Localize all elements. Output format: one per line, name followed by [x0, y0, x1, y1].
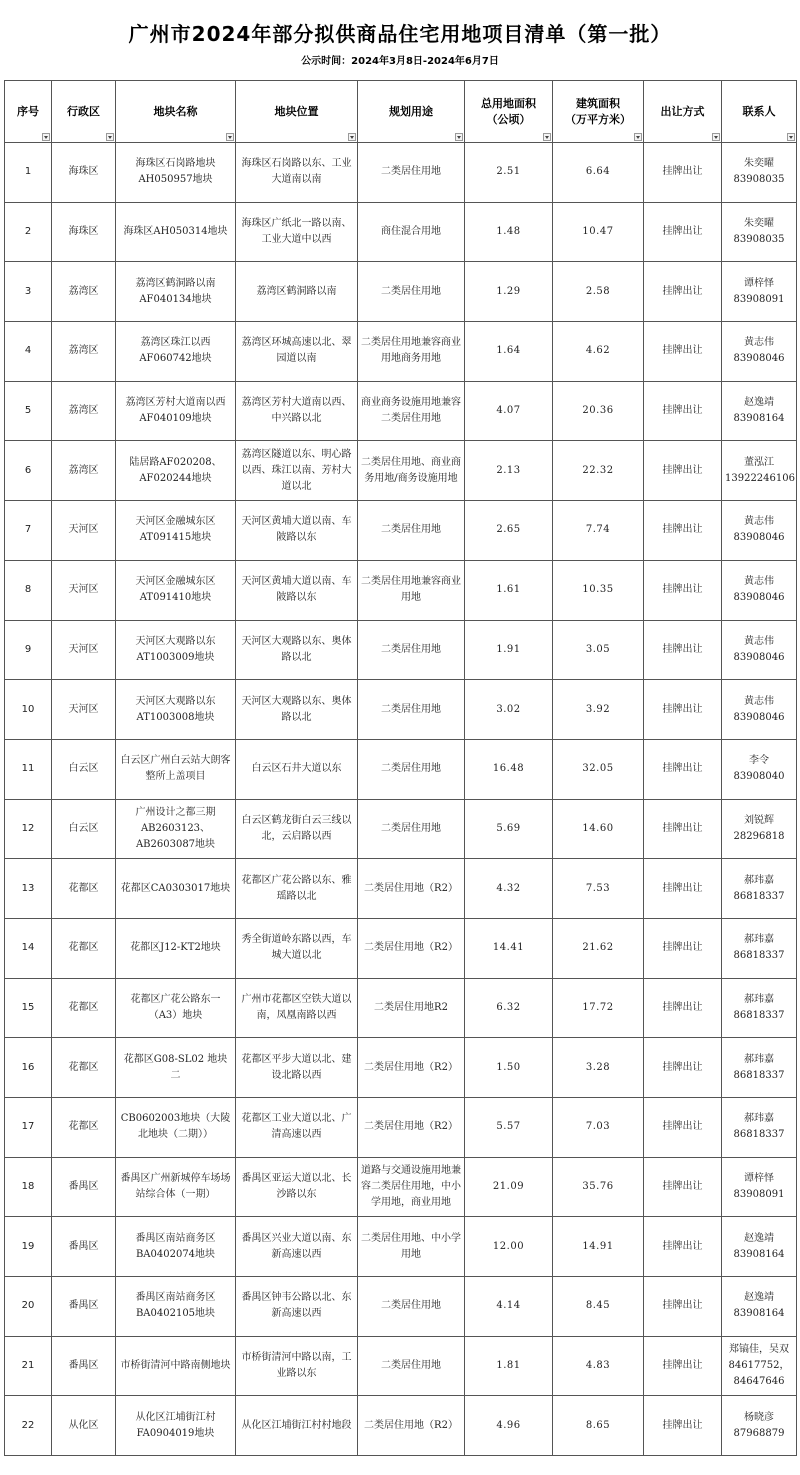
contact-name: 刘锐辉 [744, 814, 774, 826]
planned-use-cell: 二类居住用地 [358, 680, 465, 740]
row-no: 10 [5, 680, 52, 740]
contact-cell [722, 1098, 797, 1158]
district-cell: 白云区 [52, 799, 116, 859]
page-title: 广州市2024年部分拟供商品住宅用地项目清单（第一批） [128, 22, 672, 46]
table-row [5, 560, 797, 620]
total-land-area-cell: 1.91 [465, 620, 553, 680]
district-cell: 花都区 [52, 918, 116, 978]
contact-phone: 83908040 [733, 771, 785, 783]
floor-area-cell: 10.47 [553, 202, 644, 262]
table-row [5, 501, 797, 561]
district-cell: 花都区 [52, 978, 116, 1038]
plot-location-cell: 花都区平步大道以北、建设北路以西 [236, 1038, 358, 1098]
district-cell: 天河区 [52, 560, 116, 620]
planned-use-cell: 二类居住用地 [358, 501, 465, 561]
floor-area-cell: 4.83 [553, 1336, 644, 1396]
header-plot-name: 地块名称 [116, 81, 236, 143]
plot-name-cell: 天河区大观路以东AT1003009地块 [116, 620, 236, 680]
filter-dropdown-icon[interactable] [787, 133, 795, 141]
total-land-area-cell: 16.48 [465, 739, 553, 799]
row-no: 16 [5, 1038, 52, 1098]
contact-cell [722, 501, 797, 561]
total-land-area-cell: 4.96 [465, 1396, 553, 1456]
plot-location-cell: 白云区鹤龙街白云三线以北，云启路以西 [236, 799, 358, 859]
floor-area-cell: 32.05 [553, 739, 644, 799]
total-land-area-cell: 5.69 [465, 799, 553, 859]
planned-use-cell: 二类居住用地 [358, 799, 465, 859]
publicity-period: 公示时间：2024年3月8日-2024年6月7日 [301, 56, 499, 67]
plot-location-cell: 广州市花都区空铁大道以南，凤凰南路以西 [236, 978, 358, 1038]
row-no: 3 [5, 262, 52, 322]
row-no: 19 [5, 1217, 52, 1277]
table-row [5, 441, 797, 501]
contact-cell [722, 918, 797, 978]
district-cell: 番禺区 [52, 1157, 116, 1217]
floor-area-cell: 3.28 [553, 1038, 644, 1098]
contact-name: 赵逸靖 [744, 397, 774, 409]
total-land-area-cell: 2.65 [465, 501, 553, 561]
contact-phone: 84617752，84647646 [728, 1360, 790, 1388]
floor-area-cell: 2.58 [553, 262, 644, 322]
contact-cell [722, 262, 797, 322]
transfer-method-cell: 挂牌出让 [644, 1038, 722, 1098]
district-cell: 荔湾区 [52, 322, 116, 382]
district-cell: 荔湾区 [52, 262, 116, 322]
plot-name-cell: 白云区广州白云站大朗客整所上盖项目 [116, 739, 236, 799]
contact-cell [722, 978, 797, 1038]
filter-dropdown-icon[interactable] [348, 133, 356, 141]
table-row [5, 1038, 797, 1098]
plot-location-cell: 天河区黄埔大道以南、车陂路以东 [236, 501, 358, 561]
plot-name-cell: 荔湾区芳村大道南以西AF040109地块 [116, 381, 236, 441]
total-land-area-cell: 1.48 [465, 202, 553, 262]
filter-dropdown-icon[interactable] [712, 133, 720, 141]
contact-cell [722, 620, 797, 680]
contact-name: 郝玮嘉 [744, 934, 774, 946]
row-no: 7 [5, 501, 52, 561]
planned-use-cell: 二类居住用地 [358, 739, 465, 799]
row-no: 6 [5, 441, 52, 501]
contact-name: 董泓江 [744, 456, 774, 468]
district-cell: 荔湾区 [52, 441, 116, 501]
contact-cell [722, 202, 797, 262]
row-no: 17 [5, 1098, 52, 1158]
row-no: 20 [5, 1277, 52, 1337]
contact-phone: 86818337 [733, 890, 785, 902]
total-land-area-cell: 5.57 [465, 1098, 553, 1158]
plot-name-cell: 花都区G08-SL02 地块二 [116, 1038, 236, 1098]
plot-name-cell: 海珠区石岗路地块AH050957地块 [116, 143, 236, 203]
floor-area-cell: 4.62 [553, 322, 644, 382]
transfer-method-cell: 挂牌出让 [644, 1098, 722, 1158]
district-cell: 番禺区 [52, 1277, 116, 1337]
plot-name-cell: 市桥街清河中路南侧地块 [116, 1336, 236, 1396]
planned-use-cell: 二类居住用地（R2） [358, 859, 465, 919]
contact-name: 郝玮嘉 [744, 1053, 774, 1065]
plot-location-cell: 从化区江埔街江村村地段 [236, 1396, 358, 1456]
plot-location-cell: 荔湾区鹤洞路以南 [236, 262, 358, 322]
contact-cell [722, 560, 797, 620]
table-row [5, 918, 797, 978]
transfer-method-cell: 挂牌出让 [644, 322, 722, 382]
plot-name-cell: 番禺区南站商务区BA0402074地块 [116, 1217, 236, 1277]
total-land-area-cell: 2.51 [465, 143, 553, 203]
table-row [5, 1157, 797, 1217]
plot-location-cell: 花都区广花公路以东、雅瑶路以北 [236, 859, 358, 919]
contact-name: 郑镐佳，吴双 [729, 1344, 789, 1356]
total-land-area-cell: 12.00 [465, 1217, 553, 1277]
plot-name-cell: 海珠区AH050314地块 [116, 202, 236, 262]
district-cell: 番禺区 [52, 1336, 116, 1396]
planned-use-cell: 商住混合用地 [358, 202, 465, 262]
contact-phone: 86818337 [733, 1129, 785, 1141]
filter-dropdown-icon[interactable] [543, 133, 551, 141]
row-no: 2 [5, 202, 52, 262]
plot-location-cell: 花都区工业大道以北、广清高速以西 [236, 1098, 358, 1158]
row-no: 15 [5, 978, 52, 1038]
floor-area-cell: 10.35 [553, 560, 644, 620]
contact-phone: 86818337 [733, 950, 785, 962]
district-cell: 海珠区 [52, 143, 116, 203]
contact-phone: 83908164 [733, 1308, 785, 1320]
contact-phone: 83908035 [733, 234, 785, 246]
transfer-method-cell: 挂牌出让 [644, 381, 722, 441]
contact-name: 黄志伟 [744, 695, 774, 707]
district-cell: 天河区 [52, 501, 116, 561]
plot-name-cell: 荔湾区鹤洞路以南AF040134地块 [116, 262, 236, 322]
planned-use-cell: 二类居住用地 [358, 1336, 465, 1396]
plot-location-cell: 番禺区亚运大道以北、长沙路以东 [236, 1157, 358, 1217]
plot-location-cell: 天河区黄埔大道以南、车陂路以东 [236, 560, 358, 620]
contact-name: 黄志伟 [744, 576, 774, 588]
contact-name: 黄志伟 [744, 635, 774, 647]
transfer-method-cell: 挂牌出让 [644, 501, 722, 561]
transfer-method-cell: 挂牌出让 [644, 978, 722, 1038]
district-cell: 白云区 [52, 739, 116, 799]
transfer-method-cell: 挂牌出让 [644, 859, 722, 919]
table-row [5, 1336, 797, 1396]
plot-location-cell: 荔湾区芳村大道南以西、中兴路以北 [236, 381, 358, 441]
plot-name-cell: 花都区J12-KT2地块 [116, 918, 236, 978]
plot-name-cell: 广州设计之都三期AB2603123、AB2603087地块 [116, 799, 236, 859]
contact-name: 谭梓怿 [744, 1173, 774, 1185]
transfer-method-cell: 挂牌出让 [644, 739, 722, 799]
plot-location-cell: 海珠区石岗路以东、工业大道南以南 [236, 143, 358, 203]
filter-dropdown-icon[interactable] [42, 133, 50, 141]
contact-phone: 83908035 [733, 174, 785, 186]
plot-location-cell: 荔湾区环城高速以北、翠园道以南 [236, 322, 358, 382]
plot-location-cell: 番禺区兴业大道以南、东新高速以西 [236, 1217, 358, 1277]
plot-name-cell: 陆居路AF020208、AF020244地块 [116, 441, 236, 501]
transfer-method-cell: 挂牌出让 [644, 202, 722, 262]
planned-use-cell: 二类居住用地（R2） [358, 1098, 465, 1158]
planned-use-cell: 二类居住用地 [358, 1277, 465, 1337]
total-land-area-cell: 3.02 [465, 680, 553, 740]
plot-name-cell: 花都区CA0303017地块 [116, 859, 236, 919]
table-row [5, 680, 797, 740]
contact-cell [722, 441, 797, 501]
planned-use-cell: 二类居住用地、商业商务用地/商务设施用地 [358, 441, 465, 501]
plot-name-cell: 天河区金融城东区AT091410地块 [116, 560, 236, 620]
contact-phone: 83908046 [733, 353, 785, 365]
plot-location-cell: 荔湾区隧道以东、明心路以西、珠江以南、芳村大道以北 [236, 441, 358, 501]
planned-use-cell: 二类居住用地（R2） [358, 918, 465, 978]
floor-area-cell: 35.76 [553, 1157, 644, 1217]
header-contact: 联系人 [722, 81, 797, 143]
floor-area-cell: 8.65 [553, 1396, 644, 1456]
planned-use-cell: 二类居住用地 [358, 143, 465, 203]
contact-phone: 83908164 [733, 413, 785, 425]
header-planned-use: 规划用途 [358, 81, 465, 143]
district-cell: 天河区 [52, 620, 116, 680]
transfer-method-cell: 挂牌出让 [644, 620, 722, 680]
row-no: 4 [5, 322, 52, 382]
contact-name: 谭梓怿 [744, 277, 774, 289]
contact-name: 黄志伟 [744, 516, 774, 528]
header-floor-area: 建筑面积 （万平方米） [553, 81, 644, 143]
transfer-method-cell: 挂牌出让 [644, 1217, 722, 1277]
floor-area-cell: 17.72 [553, 978, 644, 1038]
planned-use-cell: 二类居住用地兼容商业用地商务用地 [358, 322, 465, 382]
planned-use-cell: 二类居住用地、中小学用地 [358, 1217, 465, 1277]
contact-name: 郝玮嘉 [744, 1113, 774, 1125]
filter-dropdown-icon[interactable] [455, 133, 463, 141]
transfer-method-cell: 挂牌出让 [644, 262, 722, 322]
transfer-method-cell: 挂牌出让 [644, 560, 722, 620]
transfer-method-cell: 挂牌出让 [644, 1157, 722, 1217]
table-row [5, 1098, 797, 1158]
transfer-method-cell: 挂牌出让 [644, 1396, 722, 1456]
contact-phone: 86818337 [733, 1009, 785, 1021]
plot-location-cell: 秀全街道岭东路以西，车城大道以北 [236, 918, 358, 978]
floor-area-cell: 14.91 [553, 1217, 644, 1277]
plot-name-cell: 花都区广花公路东一（A3）地块 [116, 978, 236, 1038]
total-land-area-cell: 4.07 [465, 381, 553, 441]
table-row [5, 202, 797, 262]
table-row [5, 1217, 797, 1277]
floor-area-cell: 20.36 [553, 381, 644, 441]
plot-name-cell: CB0602003地块（大陵北地块（二期）） [116, 1098, 236, 1158]
planned-use-cell: 二类居住用地 [358, 620, 465, 680]
total-land-area-cell: 14.41 [465, 918, 553, 978]
header-plot-location: 地块位置 [236, 81, 358, 143]
row-no: 8 [5, 560, 52, 620]
floor-area-cell: 22.32 [553, 441, 644, 501]
header-total-land-area: 总用地面积 （公顷） [465, 81, 553, 143]
contact-cell [722, 1396, 797, 1456]
plot-name-cell: 天河区大观路以东AT1003008地块 [116, 680, 236, 740]
plot-location-cell: 天河区大观路以东、奥体路以北 [236, 620, 358, 680]
row-no: 13 [5, 859, 52, 919]
planned-use-cell: 二类居住用地（R2） [358, 1396, 465, 1456]
plot-location-cell: 天河区大观路以东、奥体路以北 [236, 680, 358, 740]
contact-phone: 83908046 [733, 711, 785, 723]
table-row [5, 1396, 797, 1456]
plot-location-cell: 白云区石井大道以东 [236, 739, 358, 799]
contact-name: 郝玮嘉 [744, 993, 774, 1005]
district-cell: 花都区 [52, 1038, 116, 1098]
table-body [5, 143, 797, 1456]
transfer-method-cell: 挂牌出让 [644, 680, 722, 740]
contact-cell [722, 1277, 797, 1337]
transfer-method-cell: 挂牌出让 [644, 1277, 722, 1337]
district-cell: 花都区 [52, 859, 116, 919]
table-row [5, 262, 797, 322]
district-cell: 海珠区 [52, 202, 116, 262]
contact-phone: 83908091 [733, 1189, 785, 1201]
row-no: 5 [5, 381, 52, 441]
planned-use-cell: 道路与交通设施用地兼容二类居住用地，中小学用地，商业用地 [358, 1157, 465, 1217]
contact-phone: 13922246106 [725, 472, 795, 484]
contact-cell [722, 739, 797, 799]
contact-cell [722, 322, 797, 382]
plot-name-cell: 番禺区广州新城停车场场站综合体（一期） [116, 1157, 236, 1217]
filter-dropdown-icon[interactable] [634, 133, 642, 141]
transfer-method-cell: 挂牌出让 [644, 441, 722, 501]
transfer-method-cell: 挂牌出让 [644, 918, 722, 978]
total-land-area-cell: 4.32 [465, 859, 553, 919]
contact-name: 黄志伟 [744, 337, 774, 349]
table-row [5, 799, 797, 859]
contact-cell [722, 799, 797, 859]
contact-name: 赵逸靖 [744, 1292, 774, 1304]
district-cell: 天河区 [52, 680, 116, 740]
contact-cell [722, 859, 797, 919]
total-land-area-cell: 4.14 [465, 1277, 553, 1337]
contact-name: 朱奕曜 [744, 218, 774, 230]
plot-name-cell: 荔湾区珠江以西AF060742地块 [116, 322, 236, 382]
contact-cell [722, 143, 797, 203]
table-row [5, 143, 797, 203]
planned-use-cell: 二类居住用地R2 [358, 978, 465, 1038]
table-row [5, 620, 797, 680]
district-cell: 花都区 [52, 1098, 116, 1158]
contact-cell [722, 381, 797, 441]
floor-area-cell: 14.60 [553, 799, 644, 859]
header-district: 行政区 [52, 81, 116, 143]
floor-area-cell: 6.64 [553, 143, 644, 203]
planned-use-cell: 二类居住用地兼容商业用地 [358, 560, 465, 620]
transfer-method-cell: 挂牌出让 [644, 143, 722, 203]
floor-area-cell: 7.03 [553, 1098, 644, 1158]
plot-name-cell: 番禺区南站商务区BA0402105地块 [116, 1277, 236, 1337]
planned-use-cell: 商业商务设施用地兼容二类居住用地 [358, 381, 465, 441]
row-no: 22 [5, 1396, 52, 1456]
plot-location-cell: 海珠区广纸北一路以南、工业大道中以西 [236, 202, 358, 262]
row-no: 1 [5, 143, 52, 203]
table-row [5, 739, 797, 799]
row-no: 11 [5, 739, 52, 799]
total-land-area-cell: 1.81 [465, 1336, 553, 1396]
plot-name-cell: 天河区金融城东区AT091415地块 [116, 501, 236, 561]
plot-location-cell: 市桥街清河中路以南，工业路以东 [236, 1336, 358, 1396]
row-no: 14 [5, 918, 52, 978]
table-row [5, 859, 797, 919]
total-land-area-cell: 2.13 [465, 441, 553, 501]
contact-name: 杨晓彦 [744, 1411, 774, 1423]
planned-use-cell: 二类居住用地 [358, 262, 465, 322]
district-cell: 番禺区 [52, 1217, 116, 1277]
filter-dropdown-icon[interactable] [226, 133, 234, 141]
contact-name: 郝玮嘉 [744, 874, 774, 886]
contact-cell [722, 1038, 797, 1098]
contact-phone: 28296818 [733, 830, 785, 842]
planned-use-cell: 二类居住用地（R2） [358, 1038, 465, 1098]
plot-name-cell: 从化区江埔街江村FA0904019地块 [116, 1396, 236, 1456]
total-land-area-cell: 21.09 [465, 1157, 553, 1217]
row-no: 12 [5, 799, 52, 859]
floor-area-cell: 7.74 [553, 501, 644, 561]
transfer-method-cell: 挂牌出让 [644, 1336, 722, 1396]
contact-phone: 83908046 [733, 592, 785, 604]
plot-location-cell: 番禺区钟韦公路以北、东新高速以西 [236, 1277, 358, 1337]
total-land-area-cell: 1.50 [465, 1038, 553, 1098]
table-row [5, 1277, 797, 1337]
contact-phone: 86818337 [733, 1069, 785, 1081]
contact-phone: 87968879 [733, 1427, 785, 1439]
total-land-area-cell: 1.29 [465, 262, 553, 322]
contact-phone: 83908091 [733, 293, 785, 305]
total-land-area-cell: 6.32 [465, 978, 553, 1038]
row-no: 21 [5, 1336, 52, 1396]
contact-cell [722, 680, 797, 740]
district-cell: 荔湾区 [52, 381, 116, 441]
row-no: 18 [5, 1157, 52, 1217]
transfer-method-cell: 挂牌出让 [644, 799, 722, 859]
contact-name: 赵逸靖 [744, 1232, 774, 1244]
district-cell: 从化区 [52, 1396, 116, 1456]
contact-name: 朱奕曜 [744, 158, 774, 170]
filter-dropdown-icon[interactable] [106, 133, 114, 141]
contact-phone: 83908046 [733, 532, 785, 544]
floor-area-cell: 21.62 [553, 918, 644, 978]
floor-area-cell: 3.92 [553, 680, 644, 740]
contact-phone: 83908164 [733, 1248, 785, 1260]
contact-phone: 83908046 [733, 651, 785, 663]
contact-name: 李令 [749, 755, 769, 767]
header-no: 序号 [5, 81, 52, 143]
floor-area-cell: 3.05 [553, 620, 644, 680]
contact-cell [722, 1157, 797, 1217]
header-transfer-method: 出让方式 [644, 81, 722, 143]
table-row [5, 322, 797, 382]
land-plot-table [4, 80, 797, 1456]
table-header-row [5, 81, 797, 143]
contact-cell [722, 1336, 797, 1396]
row-no: 9 [5, 620, 52, 680]
contact-cell [722, 1217, 797, 1277]
table-row [5, 381, 797, 441]
floor-area-cell: 7.53 [553, 859, 644, 919]
total-land-area-cell: 1.64 [465, 322, 553, 382]
floor-area-cell: 8.45 [553, 1277, 644, 1337]
total-land-area-cell: 1.61 [465, 560, 553, 620]
table-row [5, 978, 797, 1038]
